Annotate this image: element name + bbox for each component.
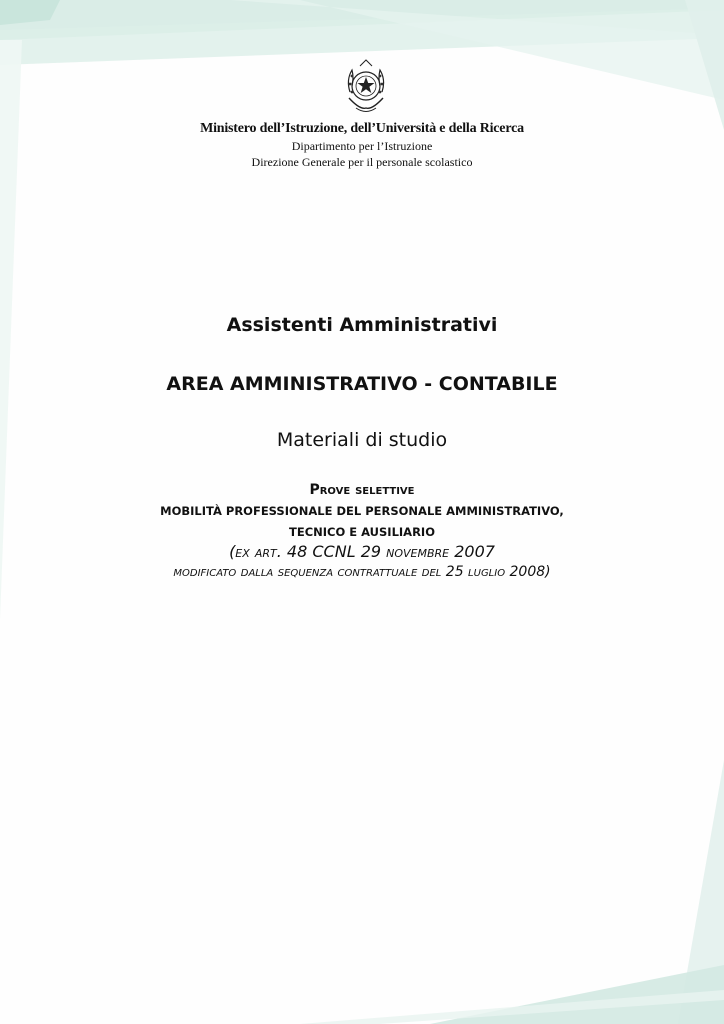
italian-republic-emblem (340, 58, 392, 118)
prove-selettive-heading: Prove selettive (309, 482, 415, 498)
ex-art-reference: (ex art. 48 CCNL 29 novembre 2007 (229, 542, 495, 561)
materials-subtitle: Materiali di studio (276, 429, 448, 451)
department-name: Dipartimento per l’Istruzione (291, 139, 433, 153)
area-heading: AREA AMMINISTRATIVO - CONTABILE (166, 373, 558, 395)
mobilita-line: MOBILITÀ PROFESSIONALE DEL PERSONALE AMMINISTRATIVO, (160, 504, 564, 518)
tecnico-line: TECNICO E AUSILIARIO (289, 525, 435, 539)
direction-name: Direzione Generale per il personale scolastico (251, 155, 473, 169)
modificato-reference: modificato dalla sequenza contrattuale del 25 luglio 2008) (173, 564, 551, 580)
ministry-name: Ministero dell’Istruzione, dell’Università e della Ricerca (200, 121, 524, 136)
document-title: Assistenti Amministrativi (226, 314, 498, 336)
